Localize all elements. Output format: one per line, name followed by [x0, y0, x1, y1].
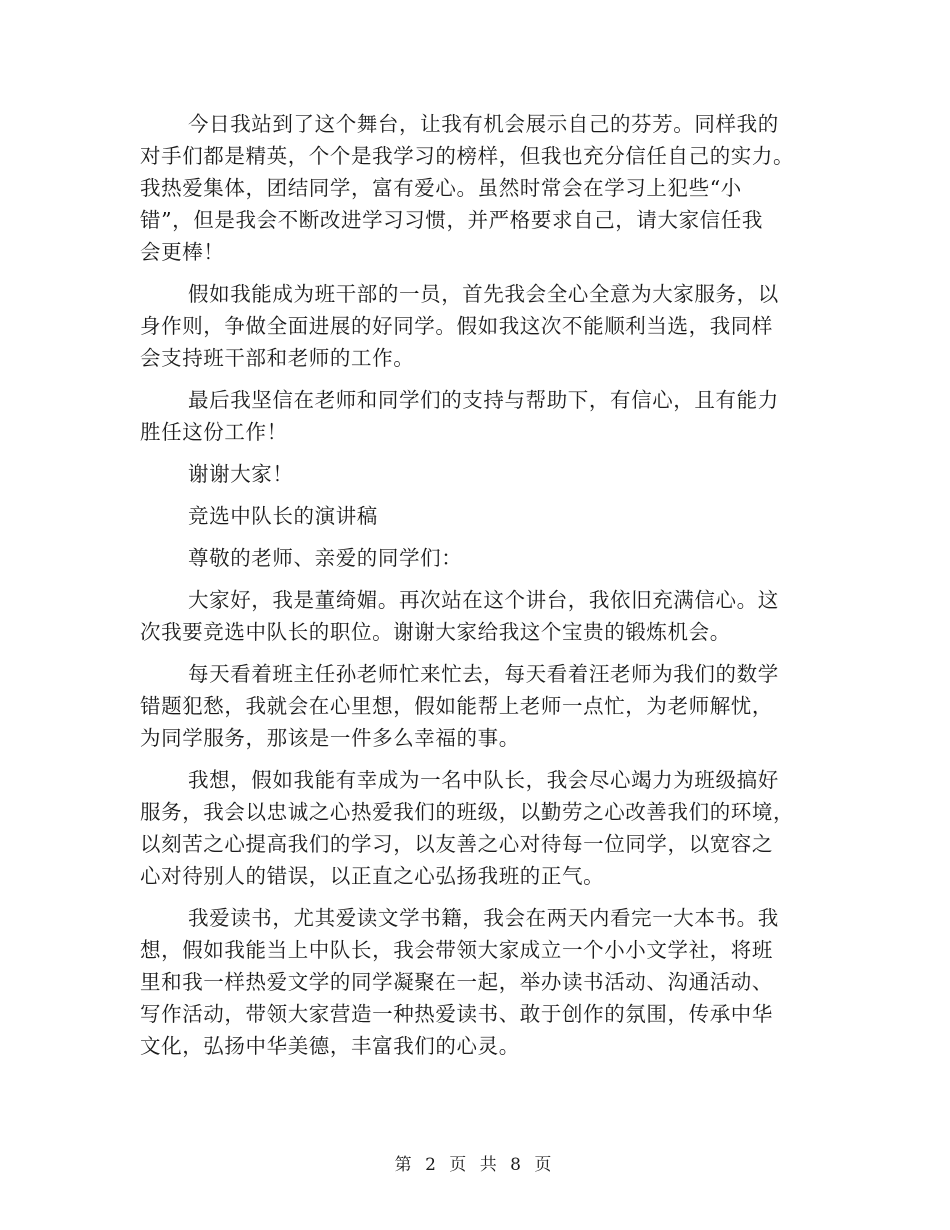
text-line: 心对待别人的错误，以正直之心弘扬我班的正气。 — [140, 864, 605, 888]
text-line: 错”，但是我会不断改进学习习惯，并严格要求自己，请大家信任我 — [140, 208, 763, 232]
text-line: 假如我能成为班干部的一员，首先我会全心全意为大家服务，以 — [188, 282, 779, 306]
text-line: 服务，我会以忠诚之心热爱我们的班级，以勤劳之心改善我们的环境， — [140, 800, 795, 824]
text-line: 次我要竞选中队长的职位。谢谢大家给我这个宝贵的锻炼机会。 — [140, 620, 731, 644]
text-line: 我想，假如我能有幸成为一名中队长，我会尽心竭力为班级搞好 — [188, 768, 779, 792]
text-line: 想，假如我能当上中队长，我会带领大家成立一个小小文学社，将班 — [140, 938, 773, 962]
paragraph — [140, 384, 805, 448]
paragraph — [140, 764, 805, 892]
paragraph — [140, 278, 805, 374]
text-line: 里和我一样热爱文学的同学凝聚在一起，举办读书活动、沟通活动、 — [140, 970, 773, 994]
paragraph — [140, 108, 805, 268]
page-number-footer: 第 2 页 共 8 页 — [394, 1155, 556, 1175]
text-line: 会更棒！ — [140, 240, 225, 264]
text-line: 错题犯愁，我就会在心里想，假如能帮上老师一点忙，为老师解忧， — [140, 694, 773, 718]
text-line: 为同学服务，那该是一件多么幸福的事。 — [140, 726, 520, 750]
text-line: 身作则，争做全面进展的好同学。假如我这次不能顺利当选，我同样 — [140, 314, 773, 338]
salutation — [140, 542, 805, 574]
text-line: 尊敬的老师、亲爱的同学们： — [188, 546, 463, 570]
paragraph — [140, 658, 805, 754]
text-line: 每天看着班主任孙老师忙来忙去，每天看着汪老师为我们的数学 — [188, 662, 779, 686]
text-line: 文化，弘扬中华美德，丰富我们的心灵。 — [140, 1034, 520, 1058]
document-body — [140, 108, 805, 1062]
paragraph — [140, 458, 805, 490]
text-line: 今日我站到了这个舞台，让我有机会展示自己的芬芳。同样我的 — [188, 112, 779, 136]
text-line: 我热爱集体，团结同学，富有爱心。虽然时常会在学习上犯些“小 — [140, 176, 742, 200]
text-line: 谢谢大家！ — [188, 462, 294, 486]
text-line: 会支持班干部和老师的工作。 — [140, 346, 415, 370]
paragraph — [140, 902, 805, 1062]
text-line: 胜任这份工作！ — [140, 420, 288, 444]
text-line: 竞选中队长的演讲稿 — [188, 504, 378, 528]
text-line: 对手们都是精英，个个是我学习的榜样，但我也充分信任自己的实力。 — [140, 144, 795, 168]
text-line: 以刻苦之心提高我们的学习，以友善之心对待每一位同学，以宽容之 — [140, 832, 773, 856]
text-line: 写作活动，带领大家营造一种热爱读书、敢于创作的氛围，传承中华 — [140, 1002, 773, 1026]
text-line: 大家好，我是董绮媚。再次站在这个讲台，我依旧充满信心。这 — [188, 588, 779, 612]
text-line: 最后我坚信在老师和同学们的支持与帮助下，有信心，且有能力 — [188, 388, 779, 412]
paragraph — [140, 584, 805, 648]
speech-title — [140, 500, 805, 532]
text-line: 我爱读书，尤其爱读文学书籍，我会在两天内看完一大本书。我 — [188, 906, 779, 930]
